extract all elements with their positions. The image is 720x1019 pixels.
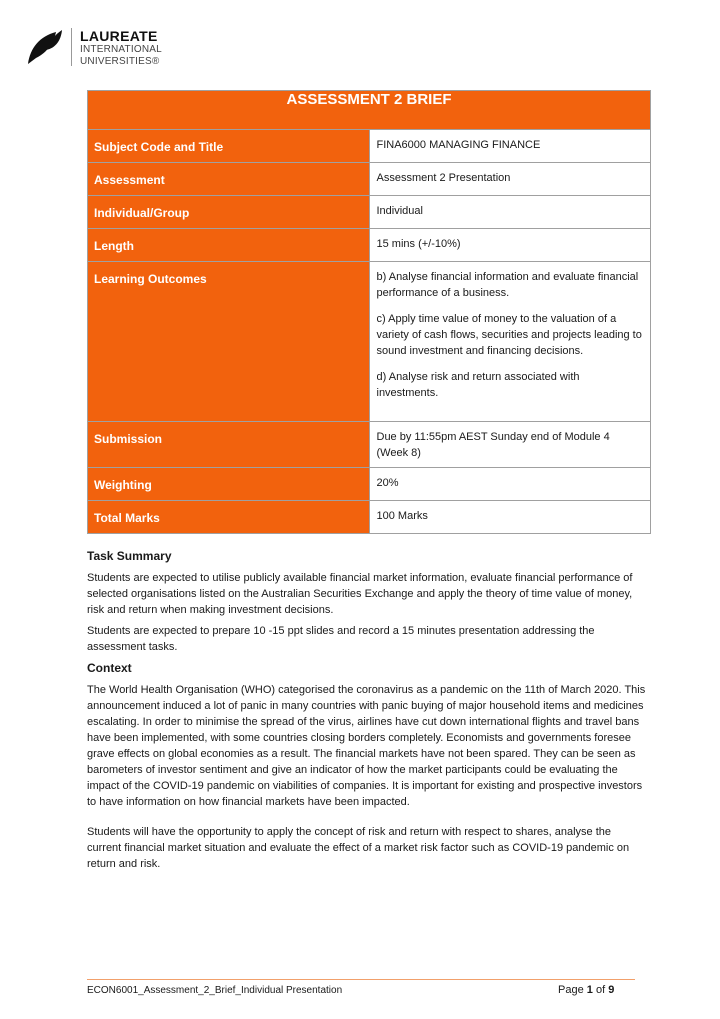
row-label-weighting: Weighting <box>88 468 370 501</box>
logo-divider <box>71 28 72 66</box>
logo-line-3: UNIVERSITIES® <box>80 56 160 67</box>
page-word: Page <box>558 984 584 996</box>
outcome-b: b) Analyse financial information and evaluate financial performance of a business. <box>376 271 639 299</box>
leaf-icon <box>26 28 64 66</box>
context-paragraph-2: Students will have the opportunity to apply the concept of risk and return with respect to shares, analyse the current financial market situation and evaluate the effect of a market risk factor such as COVID-19 pandemic on return and risk. <box>87 826 630 870</box>
task-summary-heading: Task Summary <box>87 549 172 563</box>
brief-content <box>87 548 647 877</box>
context-paragraph-1: The World Health Organisation (WHO) categorised the coronavirus as a pandemic on the 11th of March 2020. This announcement induced a lot of panic in many countries with panic buying of major household items and medicines escalating. In order to minimise the spread of the virus, airlines have cut down international flights and travel bans have been implemented, with some countries closing borders completely. Economists and governments foresee grave effects on global economies as a result. The financial markets have not been spared. They can be seen as barometers of investor sentiment and give an indicator of how the market participants could be evaluating the impact of the COVID-19 pandemic on viabilities of companies. It is important for existing and prospective investors to have information on how financial markets have been impacted. <box>87 684 646 808</box>
table-heading: ASSESSMENT 2 BRIEF <box>88 91 651 130</box>
outcome-d: d) Analyse risk and return associated with investments. <box>376 371 580 399</box>
task-summary-paragraph-1: Students are expected to utilise publicly available financial market information, evaluate financial performance of selected organisations listed on the Australian Securities Exchange and apply the theory of time value of money, risk and return when making investment decisions. <box>87 572 633 616</box>
footer-page-number <box>558 984 614 996</box>
row-label-individual-group: Individual/Group <box>88 196 370 229</box>
footer-document-name: ECON6001_Assessment_2_Brief_Individual Presentation <box>87 985 343 996</box>
assessment-brief-table <box>87 90 651 534</box>
row-value-learning-outcomes <box>369 262 651 422</box>
row-value-individual-group: Individual <box>369 196 651 229</box>
row-label-length: Length <box>88 229 370 262</box>
footer-divider <box>87 979 635 980</box>
row-label-submission: Submission <box>88 422 370 468</box>
row-value-assessment: Assessment 2 Presentation <box>369 163 651 196</box>
logo-wordmark <box>80 29 162 67</box>
row-label-subject: Subject Code and Title <box>88 130 370 163</box>
outcome-c: c) Apply time value of money to the valuation of a variety of cash flows, securities and projects leading to sound investment and financing decisions. <box>376 313 642 357</box>
row-value-length: 15 mins (+/-10%) <box>369 229 651 262</box>
page-total: 9 <box>608 984 615 996</box>
row-label-learning-outcomes: Learning Outcomes <box>88 262 370 422</box>
row-value-subject: FINA6000 MANAGING FINANCE <box>369 130 651 163</box>
of-word: of <box>595 984 606 996</box>
row-value-submission: Due by 11:55pm AEST Sunday end of Module 4 (Week 8) <box>369 422 651 468</box>
context-heading: Context <box>87 661 132 675</box>
row-value-total-marks: 100 Marks <box>369 501 651 534</box>
page-current: 1 <box>586 984 593 996</box>
logo-line-1: LAUREATE <box>80 28 158 44</box>
row-label-total-marks: Total Marks <box>88 501 370 534</box>
task-summary-paragraph-2: Students are expected to prepare 10 -15 ppt slides and record a 15 minutes presentation addressing the assessment tasks. <box>87 625 595 653</box>
row-label-assessment: Assessment <box>88 163 370 196</box>
row-value-weighting: 20% <box>369 468 651 501</box>
logo-line-2: INTERNATIONAL <box>80 44 162 55</box>
